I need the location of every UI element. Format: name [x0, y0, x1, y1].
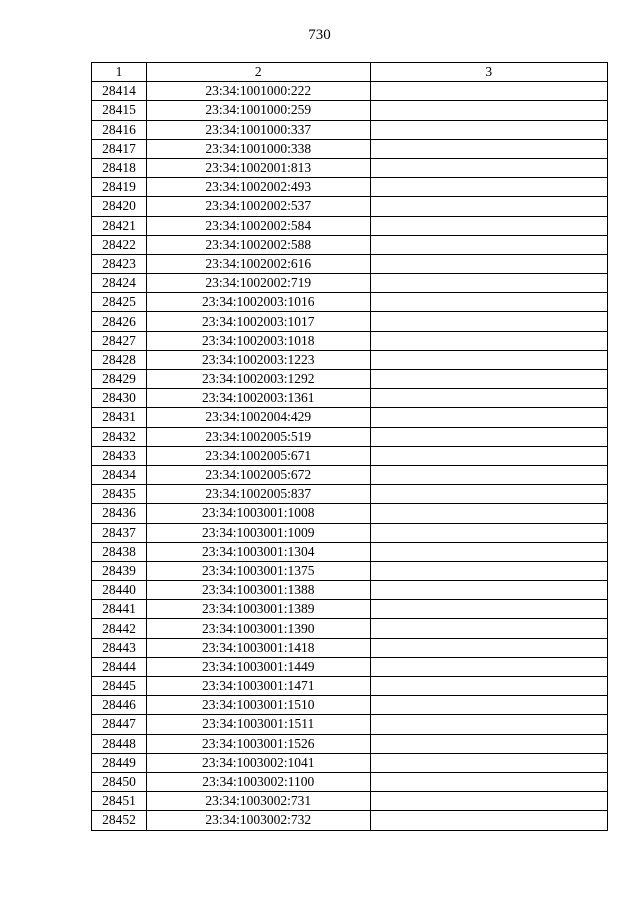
row-number-cell: 28420	[92, 197, 147, 216]
note-cell	[370, 101, 607, 120]
note-cell	[370, 715, 607, 734]
cadastral-number-cell: 23:34:1002005:671	[147, 446, 370, 465]
row-number-cell: 28416	[92, 120, 147, 139]
table-row	[92, 657, 608, 676]
table-row	[92, 696, 608, 715]
table-row	[92, 312, 608, 331]
row-number-cell: 28440	[92, 581, 147, 600]
table-row	[92, 331, 608, 350]
note-cell	[370, 619, 607, 638]
note-cell	[370, 734, 607, 753]
table-row	[92, 734, 608, 753]
note-cell	[370, 178, 607, 197]
note-cell	[370, 197, 607, 216]
note-cell	[370, 158, 607, 177]
row-number-cell: 28442	[92, 619, 147, 638]
cadastral-number-cell: 23:34:1002005:519	[147, 427, 370, 446]
cadastral-number-cell: 23:34:1003002:732	[147, 811, 370, 830]
cadastral-number-cell: 23:34:1003001:1388	[147, 581, 370, 600]
cadastral-number-cell: 23:34:1001000:338	[147, 139, 370, 158]
table-row	[92, 446, 608, 465]
table-header-row	[92, 63, 608, 82]
table-row	[92, 542, 608, 561]
note-cell	[370, 465, 607, 484]
table-row	[92, 350, 608, 369]
table-row	[92, 677, 608, 696]
note-cell	[370, 753, 607, 772]
table-row	[92, 504, 608, 523]
note-cell	[370, 523, 607, 542]
cadastral-number-cell: 23:34:1003001:1418	[147, 638, 370, 657]
cadastral-number-cell: 23:34:1003001:1511	[147, 715, 370, 734]
note-cell	[370, 677, 607, 696]
row-number-cell: 28414	[92, 82, 147, 101]
table-row	[92, 772, 608, 791]
note-cell	[370, 274, 607, 293]
row-number-cell: 28435	[92, 485, 147, 504]
row-number-cell: 28443	[92, 638, 147, 657]
table-row	[92, 792, 608, 811]
row-number-cell: 28417	[92, 139, 147, 158]
table-row	[92, 254, 608, 273]
row-number-cell: 28424	[92, 274, 147, 293]
table-row	[92, 427, 608, 446]
row-number-cell: 28438	[92, 542, 147, 561]
table-row	[92, 293, 608, 312]
note-cell	[370, 600, 607, 619]
note-cell	[370, 254, 607, 273]
note-cell	[370, 638, 607, 657]
cadastral-number-cell: 23:34:1002003:1223	[147, 350, 370, 369]
table-body	[92, 82, 608, 830]
note-cell	[370, 408, 607, 427]
table-row	[92, 389, 608, 408]
table-row	[92, 619, 608, 638]
cadastral-number-cell: 23:34:1002003:1361	[147, 389, 370, 408]
row-number-cell: 28441	[92, 600, 147, 619]
table-row	[92, 178, 608, 197]
note-cell	[370, 542, 607, 561]
table-row	[92, 197, 608, 216]
note-cell	[370, 120, 607, 139]
table-row	[92, 235, 608, 254]
note-cell	[370, 216, 607, 235]
row-number-cell: 28446	[92, 696, 147, 715]
table-row	[92, 101, 608, 120]
cadastral-number-cell: 23:34:1003001:1304	[147, 542, 370, 561]
table-row	[92, 811, 608, 830]
cadastral-number-cell: 23:34:1003001:1375	[147, 561, 370, 580]
table-row	[92, 158, 608, 177]
note-cell	[370, 370, 607, 389]
cadastral-number-cell: 23:34:1003001:1009	[147, 523, 370, 542]
table-row	[92, 753, 608, 772]
cadastral-number-cell: 23:34:1002005:837	[147, 485, 370, 504]
row-number-cell: 28419	[92, 178, 147, 197]
page-number: 730	[308, 27, 331, 43]
row-number-cell: 28436	[92, 504, 147, 523]
cadastral-number-cell: 23:34:1002002:537	[147, 197, 370, 216]
table-row	[92, 485, 608, 504]
note-cell	[370, 772, 607, 791]
table-row	[92, 715, 608, 734]
table-row	[92, 274, 608, 293]
cadastral-number-cell: 23:34:1002004:429	[147, 408, 370, 427]
row-number-cell: 28422	[92, 235, 147, 254]
cadastral-number-cell: 23:34:1003001:1510	[147, 696, 370, 715]
data-table	[91, 62, 608, 831]
table-row	[92, 82, 608, 101]
note-cell	[370, 293, 607, 312]
cadastral-number-cell: 23:34:1003002:1041	[147, 753, 370, 772]
table-row	[92, 216, 608, 235]
row-number-cell: 28432	[92, 427, 147, 446]
cadastral-number-cell: 23:34:1003001:1449	[147, 657, 370, 676]
cadastral-number-cell: 23:34:1003001:1389	[147, 600, 370, 619]
table-row	[92, 561, 608, 580]
cadastral-number-cell: 23:34:1002003:1292	[147, 370, 370, 389]
cadastral-number-cell: 23:34:1001000:222	[147, 82, 370, 101]
row-number-cell: 28439	[92, 561, 147, 580]
row-number-cell: 28448	[92, 734, 147, 753]
cadastral-number-cell: 23:34:1003002:1100	[147, 772, 370, 791]
note-cell	[370, 485, 607, 504]
note-cell	[370, 427, 607, 446]
row-number-cell: 28426	[92, 312, 147, 331]
row-number-cell: 28452	[92, 811, 147, 830]
table-row	[92, 139, 608, 158]
row-number-cell: 28451	[92, 792, 147, 811]
row-number-cell: 28427	[92, 331, 147, 350]
row-number-cell: 28423	[92, 254, 147, 273]
row-number-cell: 28444	[92, 657, 147, 676]
row-number-cell: 28433	[92, 446, 147, 465]
row-number-cell: 28421	[92, 216, 147, 235]
note-cell	[370, 331, 607, 350]
row-number-cell: 28428	[92, 350, 147, 369]
cadastral-number-cell: 23:34:1001000:259	[147, 101, 370, 120]
cadastral-number-cell: 23:34:1002002:719	[147, 274, 370, 293]
note-cell	[370, 235, 607, 254]
table-row	[92, 408, 608, 427]
note-cell	[370, 389, 607, 408]
note-cell	[370, 581, 607, 600]
cadastral-number-cell: 23:34:1002003:1016	[147, 293, 370, 312]
cadastral-number-cell: 23:34:1003001:1390	[147, 619, 370, 638]
table-row	[92, 638, 608, 657]
table-row	[92, 465, 608, 484]
note-cell	[370, 350, 607, 369]
row-number-cell: 28445	[92, 677, 147, 696]
table-row	[92, 120, 608, 139]
table-row	[92, 370, 608, 389]
cadastral-number-cell: 23:34:1002002:588	[147, 235, 370, 254]
cadastral-number-cell: 23:34:1003001:1471	[147, 677, 370, 696]
row-number-cell: 28430	[92, 389, 147, 408]
note-cell	[370, 139, 607, 158]
cadastral-number-cell: 23:34:1002001:813	[147, 158, 370, 177]
note-cell	[370, 561, 607, 580]
cadastral-number-cell: 23:34:1003001:1008	[147, 504, 370, 523]
row-number-cell: 28449	[92, 753, 147, 772]
cadastral-number-cell: 23:34:1002002:493	[147, 178, 370, 197]
row-number-cell: 28447	[92, 715, 147, 734]
cadastral-number-cell: 23:34:1002002:584	[147, 216, 370, 235]
note-cell	[370, 82, 607, 101]
row-number-cell: 28437	[92, 523, 147, 542]
column-header-3: 3	[370, 63, 607, 82]
note-cell	[370, 504, 607, 523]
note-cell	[370, 792, 607, 811]
cadastral-number-cell: 23:34:1001000:337	[147, 120, 370, 139]
cadastral-number-cell: 23:34:1003002:731	[147, 792, 370, 811]
column-header-1: 1	[92, 63, 147, 82]
row-number-cell: 28429	[92, 370, 147, 389]
table-row	[92, 581, 608, 600]
row-number-cell: 28425	[92, 293, 147, 312]
row-number-cell: 28434	[92, 465, 147, 484]
note-cell	[370, 657, 607, 676]
note-cell	[370, 811, 607, 830]
note-cell	[370, 446, 607, 465]
row-number-cell: 28450	[92, 772, 147, 791]
cadastral-number-cell: 23:34:1002003:1017	[147, 312, 370, 331]
cadastral-number-cell: 23:34:1003001:1526	[147, 734, 370, 753]
row-number-cell: 28415	[92, 101, 147, 120]
note-cell	[370, 312, 607, 331]
column-header-2: 2	[147, 63, 370, 82]
cadastral-number-cell: 23:34:1002003:1018	[147, 331, 370, 350]
row-number-cell: 28431	[92, 408, 147, 427]
table-header	[92, 63, 608, 82]
table-row	[92, 600, 608, 619]
cadastral-number-cell: 23:34:1002005:672	[147, 465, 370, 484]
cadastral-number-cell: 23:34:1002002:616	[147, 254, 370, 273]
table-row	[92, 523, 608, 542]
note-cell	[370, 696, 607, 715]
row-number-cell: 28418	[92, 158, 147, 177]
